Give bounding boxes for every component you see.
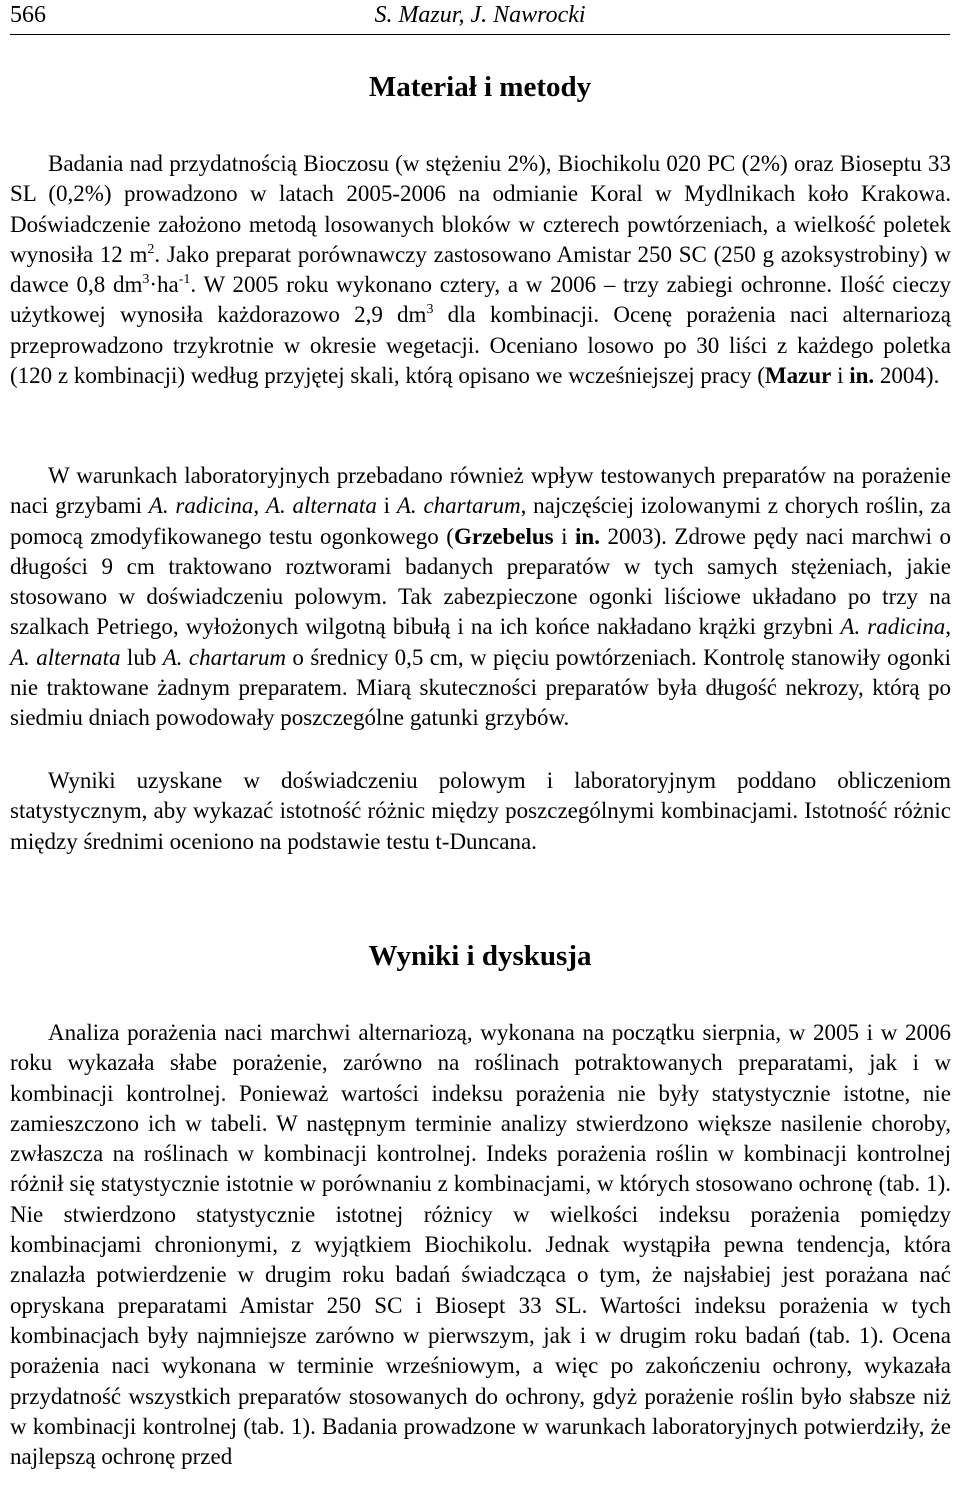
citation-author: Mazur (764, 363, 832, 389)
results-paragraph-1: Analiza porażenia naci marchwi alternariozą, wykonana na początku sierpnia, w 2005 i w 2006 roku wykazała słabe porażenie, zarówno na roślinach potraktowanych preparatami, jak i w kombinacji kontrolnej. Ponieważ wartości indeksu porażenia nie były statystycznie istotne, nie zamieszczono ich w tabeli. W następnym terminie analizy stwierdzono większe nasilenie choroby, zwłaszcza na roślinach w kombinacji kontrolnej. Indeks porażenia roślin w kombinacji kontrolnej różnił się statystycznie istotnie w porównaniu z kombinacjami, w których stosowano ochronę (tab. 1). Nie stwierdzono statystycznie istotnej różnicy w wielkości indeksu porażenia pomiędzy kombinacjami chronionymi, z wyjątkiem Biochikolu. Jednak wystąpiła pewna tendencja, która znalazła potwierdzenie w drugim roku badań świadcząca o tym, że najsłabiej jest porażana nać opryskana preparatami Amistar 250 SC i Biosept 33 SL. Wartości indeksu porażenia w tych kombinacjach były najmniejsze zarówno w pierwszym, jak i w drugim roku badań (tab. 1). Ocena porażenia naci wykonana w terminie wrześniowym, a więc po zakończeniu ochrony, wykazała przydatność wszystkich preparatów stosowanych do ochrony, gdyż porażenie roślin było słabsze niż w kombinacji kontrolnej (tab. 1). Badania prowadzone w warunkach laboratoryjnych potwierdziły, że najlepszą ochronę przed (10, 1020, 951, 1470)
section-title-results: Wyniki i dyskusja (368, 940, 592, 972)
running-head (10, 0, 950, 35)
running-head-authors: S. Mazur, J. Nawrocki (374, 2, 586, 28)
citation-et-al: in. (849, 363, 875, 389)
citation-et-al: in. (575, 523, 600, 549)
methods-paragraph-2: W warunkach laboratoryjnych przebadano również wpływ testowanych preparatów na porażenie naci grzybami A. radicina, A. alternata i A. chartarum, najczęściej izolowanymi z chorych roślin, za pomocą zmodyfikowanego testu ogonkowego (Grzebelus i in. 2003). Zdrowe pędy naci marchwi o długości 9 cm traktowano roztworami badanych preparatów w tych samych stężeniach, jakie stosowano w doświadczeniu polowym. Tak zabezpieczone ogonki liściowe układano po trzy na szalkach Petriego, wyłożonych wilgotną bibułą i na ich końce nakładano krążki grzybni A. radicina, A. alternata lub A. chartarum o średnicy 0,5 cm, w pięciu powtórzeniach. Kontrolę stanowiły ogonki nie traktowane żadnym preparatem. Miarą skuteczności preparatów była długość nekrozy, którą po siedmiu dniach powodowały poszczególne gatunki grzybów. (10, 463, 952, 731)
methods-paragraph-3: Wyniki uzyskane w doświadczeniu polowym i laboratoryjnym poddano obliczeniom statystycznym, aby wykazać istotność różnic między poszczególnymi kombinacjami. Istotność różnic między średnimi oceniono na podstawie testu t-Duncana. (10, 768, 951, 854)
citation-author: Grzebelus (453, 523, 554, 549)
section-title-methods: Materiał i metody (368, 71, 592, 103)
methods-paragraph-1: Badania nad przydatnością Bioczosu (w stężeniu 2%), Biochikolu 020 PC (2%) oraz Bioseptu 33 SL (0,2%) prowadzono w latach 2005-2006 na odmianie Koral w Mydlnikach koło Krakowa. Doświadczenie założono metodą losowanych bloków w czterech powtórzeniach, a wielkość poletek wynosiła 12 $m^2$. Jako preparat porównawczy zastosowano Amistar 250 SC (250 g azoksystrobiny) w dawce 0,8 $dm^3\cdot ha^{-1}$. W 2005 roku wykonano cztery, a w 2006 – trzy zabiegi ochronne. Ilość cieczy użytkowej wynosiła każdorazowo 2,9 $dm^3$ dla kombinacji. Ocenę porażenia naci alternariozą przeprowadzono trzykrotnie w okresie wegetacji. Oceniano losowo po 30 liści z każdego poletka (120 z kombinacji) według przyjętej skali, którą opisano we wcześniejszej pracy (Mazur i in. 2004). (10, 151, 951, 389)
page-number: 566 (10, 2, 46, 28)
